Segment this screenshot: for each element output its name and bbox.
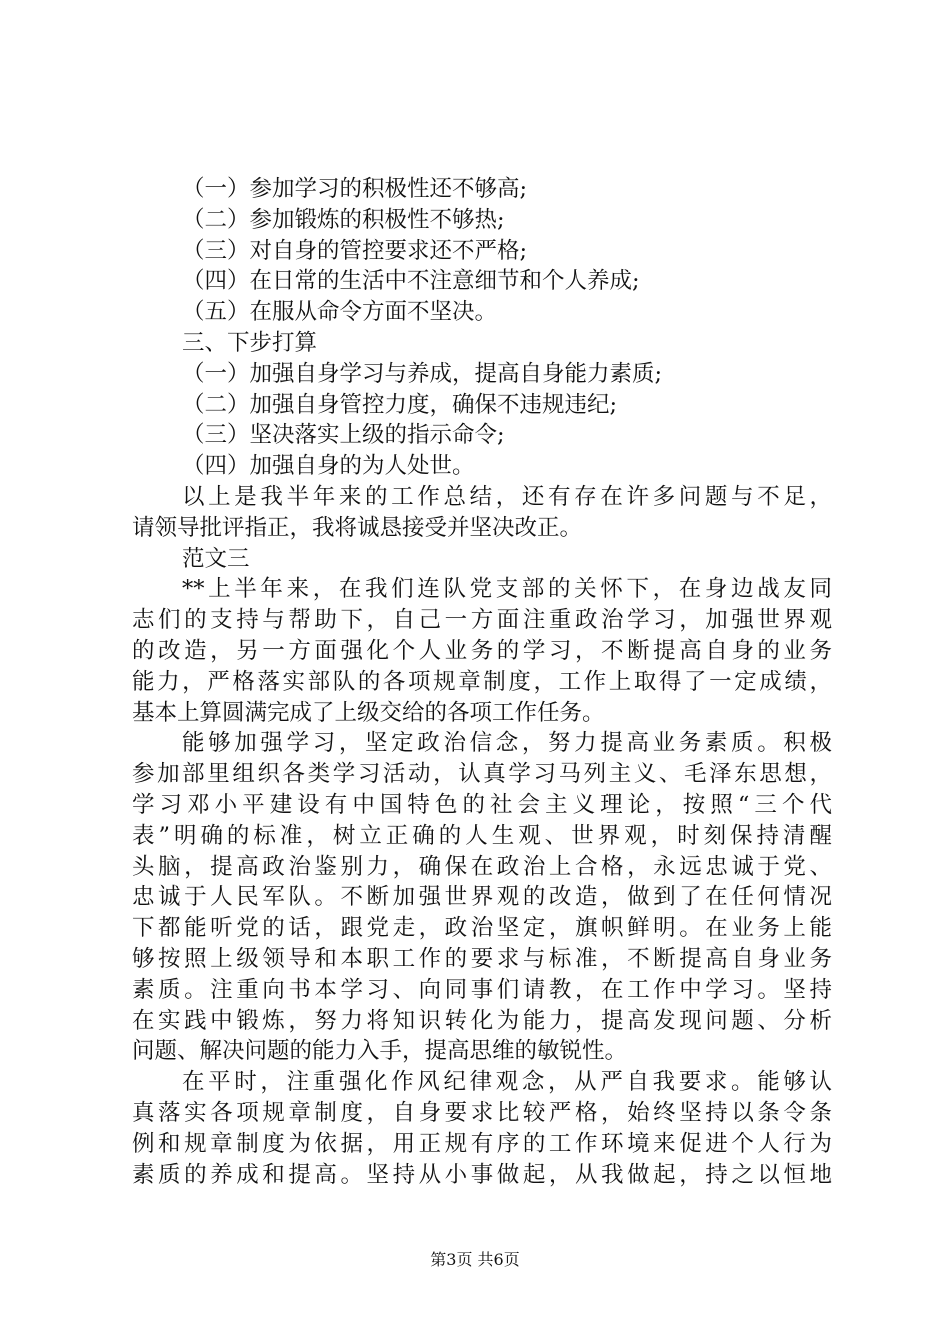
text-line [132,882,832,913]
text-line [132,328,832,359]
text-line [132,451,832,482]
text-line [132,359,832,390]
text-line-content: 参加部里组织各类学习活动，认真学习马列主义、毛泽东思想， [132,761,832,788]
text-line [132,728,832,759]
text-line [132,636,832,667]
text-line-content: 在平时，注重强化作风纪律观念，从严自我要求。能够认 [182,1069,832,1096]
text-line-content: （一）参加学习的积极性还不够高; [182,176,528,202]
text-line-content: （四）加强自身的为人处世。 [182,453,475,480]
text-line-content: 够按照上级领导和本职工作的要求与标准，不断提高自身业务 [132,945,832,972]
text-line-content: 请领导批评指正，我将诚恳接受并坚决改正。 [132,514,583,541]
text-line-content: 例和规章制度为依据，用正规有序的工作环境来促进个人行为 [132,1130,832,1157]
text-line-content: 能力，严格落实部队的各项规章制度，工作上取得了一定成绩， [132,668,832,695]
text-line [132,667,832,698]
text-line [132,574,832,605]
text-line [132,420,832,451]
text-line-content: 的改造，另一方面强化个人业务的学习，不断提高自身的业务 [132,637,832,664]
text-line-content: 学习邓小平建设有中国特色的社会主义理论，按照“三个代 [132,791,832,818]
text-line-content: （一）加强自身学习与养成，提高自身能力素质; [182,360,663,387]
text-line [132,1067,832,1098]
text-line-content: （三）对自身的管控要求还不严格; [182,237,528,264]
page-footer: 第3页 共6页 [430,1250,520,1269]
text-line [132,759,832,790]
text-line [132,544,832,575]
text-line-content: （五）在服从命令方面不坚决。 [182,299,498,326]
text-line [132,821,832,852]
text-line [132,1098,832,1129]
text-line-content: 三、下步打算 [182,329,318,356]
text-line [132,174,832,205]
text-line [132,790,832,821]
text-line-content: （二）加强自身管控力度，确保不违规违纪; [182,391,618,418]
text-line [132,482,832,513]
document-body [132,174,832,1190]
text-line-content: 以上是我半年来的工作总结，还有存在许多问题与不足， [182,483,832,510]
text-line-content: 忠诚于人民军队。不断加强世界观的改造，做到了在任何情况 [132,884,832,911]
text-line-content: 志们的支持与帮助下，自己一方面注重政治学习，加强世界观 [132,607,832,634]
text-line [132,1006,832,1037]
text-line [132,975,832,1006]
text-line [132,205,832,236]
text-line [132,944,832,975]
text-line-content: 能够加强学习，坚定政治信念，努力提高业务素质。积极 [182,730,832,757]
text-line [132,266,832,297]
text-line [132,605,832,636]
text-line-content: 头脑，提高政治鉴别力，确保在政治上合格，永远忠诚于党、 [132,853,832,880]
text-line-content: 表”明确的标准，树立正确的人生观、世界观，时刻保持清醒 [132,822,832,849]
text-line-content: 在实践中锻炼，努力将知识转化为能力，提高发现问题、分析 [132,1007,832,1034]
text-line-content: 问题、解决问题的能力入手，提高思维的敏锐性。 [132,1038,628,1065]
text-line [132,1129,832,1160]
text-line [132,852,832,883]
text-line-content: 范文三 [182,545,250,572]
text-line [132,390,832,421]
text-line-content: （三）坚决落实上级的指示命令; [182,422,505,449]
text-line [132,698,832,729]
text-line-content: 基本上算圆满完成了上级交给的各项工作任务。 [132,699,605,726]
text-line-content: 素质的养成和提高。坚持从小事做起，从我做起，持之以恒地 [132,1161,832,1188]
text-line [132,297,832,328]
text-line-content: （四）在日常的生活中不注意细节和个人养成; [182,268,640,295]
text-line [132,1160,832,1191]
text-line-content: （二）参加锻炼的积极性不够热; [182,206,505,233]
text-line-content: 素质。注重向书本学习、向同事们请教，在工作中学习。坚持 [132,976,832,1003]
text-line [132,513,832,544]
text-line-content: 真落实各项规章制度，自身要求比较严格，始终坚持以条令条 [132,1099,832,1126]
text-line-content: 下都能听党的话，跟党走，政治坚定，旗帜鲜明。在业务上能 [132,915,832,942]
text-line [132,236,832,267]
text-line [132,1036,832,1067]
text-line [132,913,832,944]
text-line-content: **上半年来，在我们连队党支部的关怀下，在身边战友同 [182,576,832,603]
